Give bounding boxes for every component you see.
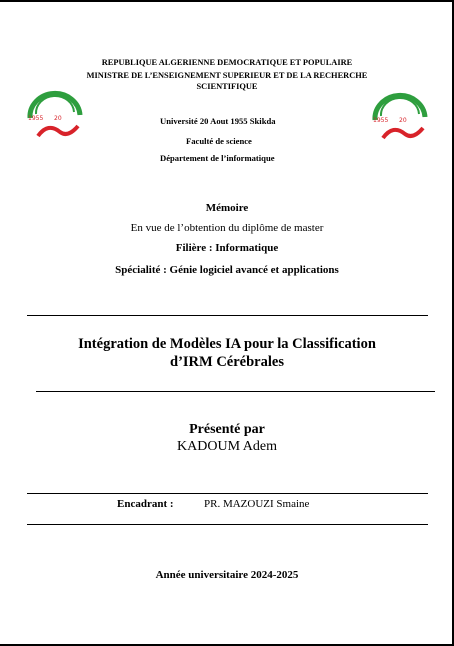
title-rule-bottom	[36, 391, 435, 392]
header-republic: REPUBLIQUE ALGERIENNE DEMOCRATIQUE ET POPULAIRE	[101, 58, 353, 67]
supervisor-name: PR. MAZOUZI Smaine	[204, 498, 310, 510]
presented-by-label: Présenté par	[189, 422, 265, 437]
thesis-title-line2: d’IRM Cérébrales	[170, 354, 284, 370]
supervisor-rule-top	[27, 493, 428, 494]
title-rule-top	[27, 315, 428, 316]
logo-icon	[28, 93, 80, 136]
supervisor-rule-bottom	[27, 524, 428, 525]
university-name: Université 20 Aout 1955 Skikda	[160, 116, 276, 126]
memoire-label: Mémoire	[205, 202, 249, 214]
header-ministry-cont: SCIENTIFIQUE	[196, 82, 258, 91]
svg-text:1955: 1955	[373, 117, 389, 124]
university-logo-right	[369, 90, 431, 148]
department-name: Département de l’informatique	[160, 153, 275, 163]
specialite: Spécialité : Génie logiciel avancé et applications	[115, 264, 339, 276]
university-logo-left	[24, 88, 86, 146]
svg-text:20: 20	[399, 117, 407, 124]
academic-year: Année universitaire 2024-2025	[155, 569, 299, 581]
supervisor-label: Encadrant :	[117, 498, 174, 510]
filiere: Filière : Informatique	[175, 242, 279, 254]
svg-text:1955: 1955	[28, 115, 44, 122]
presenter-name: KADOUM Adem	[177, 439, 277, 454]
memoire-purpose: En vue de l’obtention du diplôme de master	[130, 222, 324, 234]
header-ministry: MINISTRE DE L’ENSEIGNEMENT SUPERIEUR ET DE LA RECHERCHE	[86, 71, 368, 80]
faculty-name: Faculté de science	[186, 136, 252, 146]
logo-icon	[373, 95, 425, 138]
thesis-title-line1: Intégration de Modèles IA pour la Classification	[78, 336, 376, 352]
svg-text:20: 20	[54, 115, 62, 122]
